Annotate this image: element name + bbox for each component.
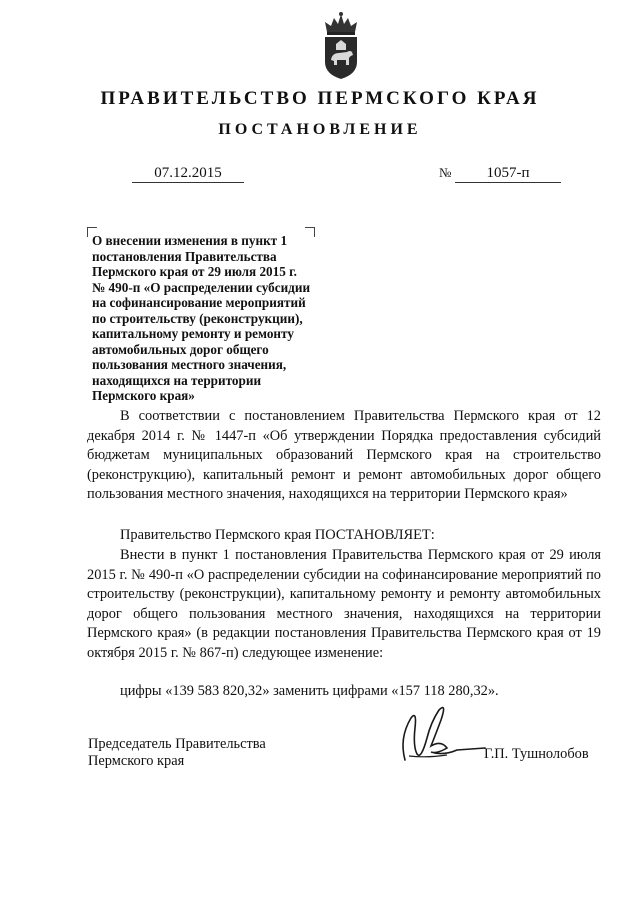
- organization-title: ПРАВИТЕЛЬСТВО ПЕРМСКОГО КРАЯ: [100, 88, 540, 109]
- handwritten-signature: [387, 698, 487, 768]
- body-paragraph-3: Внести в пункт 1 постановления Правительства Пермского края от 29 июля 2015 г. № 490-п «О распределении субсидии на софинансирование мероприятий по строительству (реконструкции), капитальному ремонту и ремонту автомобильных дорог общего пользования местного значения, находящихся на территории Пермского края» (в редакции постановления Правительства Пермского края от 19 октября 2015 г. № 867-п) следующее изменение:: [87, 547, 601, 661]
- number-sign: №: [439, 165, 452, 180]
- document-subject: О внесении изменения в пункт 1 постановления Правительства Пермского края от 29 июля 2015 г. № 490-п «О распределении субсидии на софинансирование мероприятий по строительству (реконструкции), капитальному ремонту и ремонту автомобильных дорог общего пользования местного значения, находящихся на территории Пермского края»: [92, 233, 311, 403]
- body-paragraph-4: цифры «139 583 820,32» заменить цифрами «157 118 280,32».: [120, 683, 499, 699]
- document-date: 07.12.2015: [132, 164, 244, 183]
- signatory-title: Председатель Правительства Пермского края: [88, 736, 266, 769]
- coat-of-arms-emblem: [319, 10, 363, 80]
- signatory-name: Г.П. Тушнолобов: [484, 746, 589, 762]
- document-type: ПОСТАНОВЛЕНИЕ: [218, 121, 422, 138]
- document-number: 1057-п: [455, 164, 561, 183]
- body-paragraph-2: Правительство Пермского края ПОСТАНОВЛЯЕТ:: [120, 527, 435, 543]
- body-paragraph-1: В соответствии с постановлением Правительства Пермского края от 12 декабря 2014 г. № 1447-п «Об утверждении Порядка предоставления субсидий бюджетам муниципальных образований Пермского края на строительство (реконструкцию), капитальный ремонт и ремонт автомобильных дорог общего пользования местного значения, находящихся на территории Пермского края»: [87, 408, 601, 503]
